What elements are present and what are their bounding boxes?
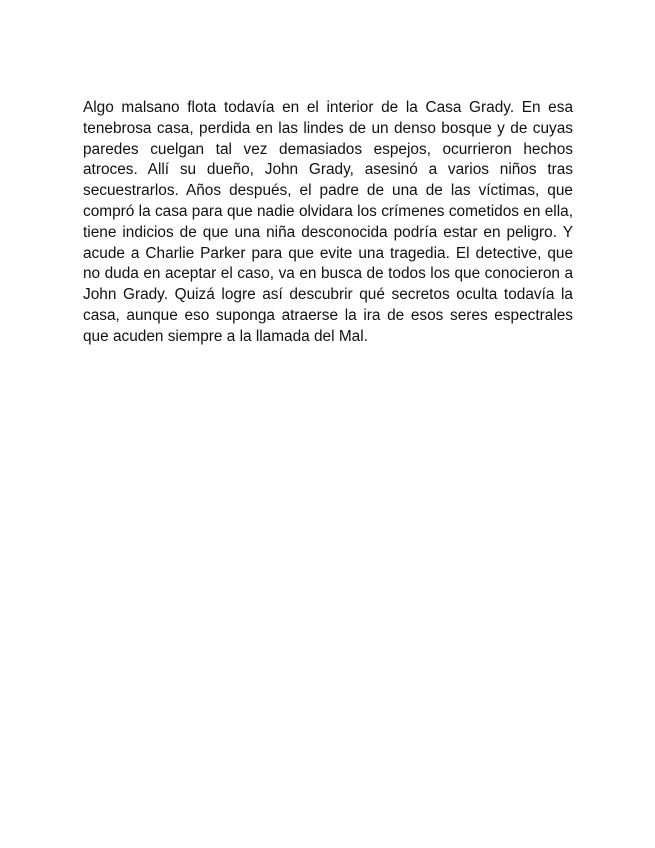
synopsis-paragraph: Algo malsano flota todavía en el interior de la Casa Grady. En esa tenebrosa casa, perdida en las lindes de un denso bosque y de cuyas paredes cuelgan tal vez demasiados espejos, ocurrieron hechos atroces. Allí su dueño, John Grady, asesinó a varios niños tras secuestrarlos. Años después, el padre de una de las víctimas, que compró la casa para que nadie olvidara los crímenes cometidos en ella, tiene indicios de que una niña desconocida podría estar en peligro. Y acude a Charlie Parker para que evite una tragedia. El detective, que no duda en aceptar el caso, va en busca de todos los que conocieron a John Grady. Quizá logre así descubrir qué secretos oculta todavía la casa, aunque eso suponga atraerse la ira de esos seres espectrales que acuden siempre a la llamada del Mal.	[83, 99, 573, 345]
